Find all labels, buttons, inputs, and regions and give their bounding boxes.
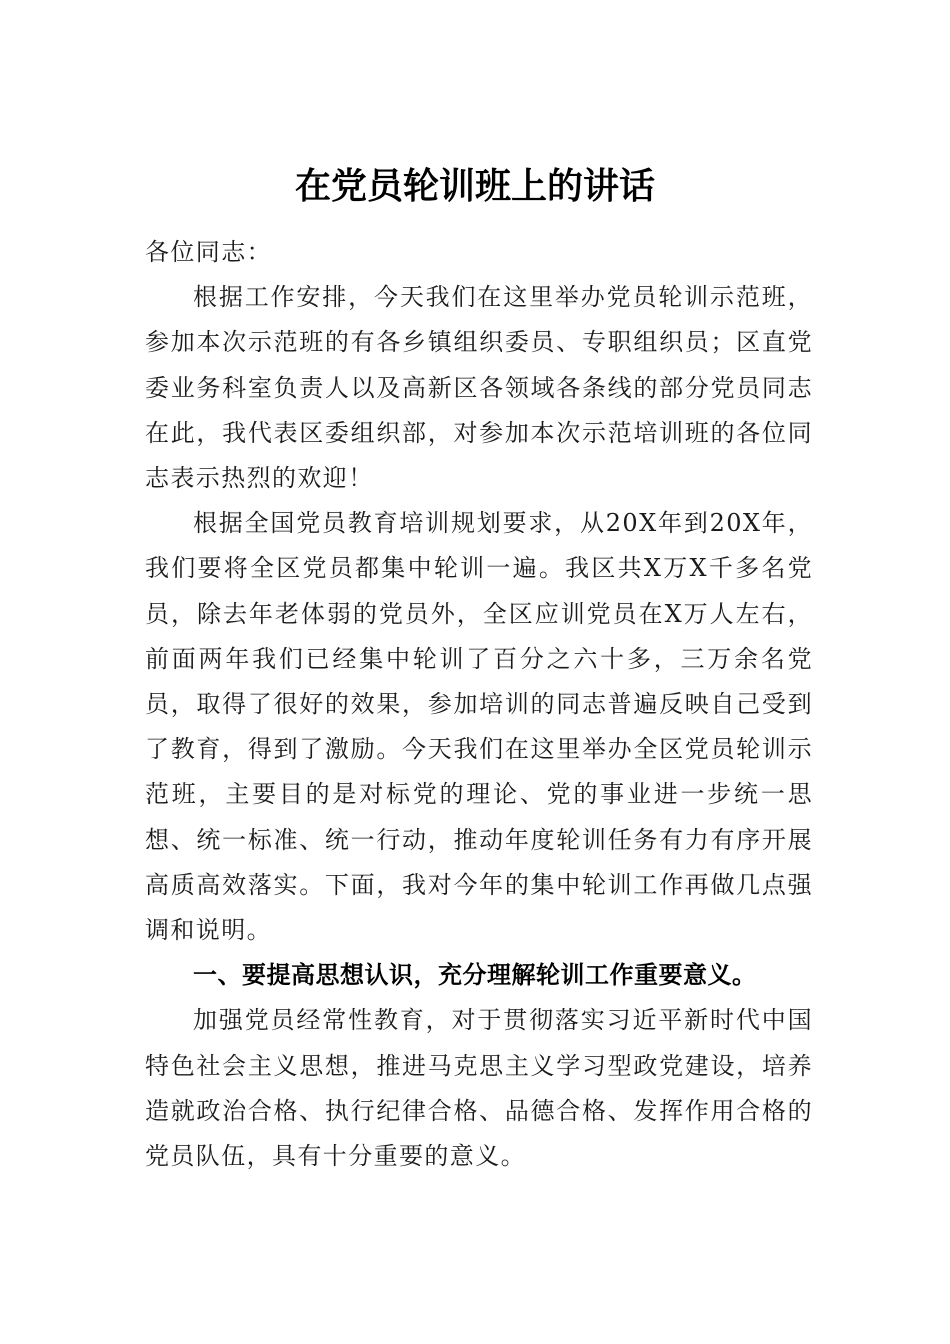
paragraph-section-1: 加强党员经常性教育，对于贯彻落实习近平新时代中国特色社会主义思想，推进马克思主义学习型政党建设，培养造就政治合格、执行纪律合格、品德合格、发挥作用合格的党员队伍，具有十分重要的意义。 xyxy=(145,1006,813,1171)
paragraph-training-plan: 根据全国党员教育培训规划要求，从20X年到20X年，我们要将全区党员都集中轮训一遍。我区共X万X千多名党员，除去年老体弱的党员外，全区应训党员在X万人左右，前面两年我们已经集中轮训了百分之六十多，三万余名党员，取得了很好的效果，参加培训的同志普遍反映自己受到了教育，得到了激励。今天我们在这里举办全区党员轮训示范班，主要目的是对标党的理论、党的事业进一步统一思想、统一标准、统一行动，推动年度轮训任务有力有序开展高质高效落实。下面，我对今年的集中轮训工作再做几点强调和说明。 xyxy=(145,509,813,945)
document-body xyxy=(145,230,813,1179)
section-heading-1: 一、要提高思想认识，充分理解轮训工作重要意义。 xyxy=(193,961,757,990)
document-title: 在党员轮训班上的讲话 xyxy=(294,165,655,207)
salutation: 各位同志： xyxy=(145,238,272,266)
paragraph-welcome: 根据工作安排，今天我们在这里举办党员轮训示范班，参加本次示范班的有各乡镇组织委员、专职组织员；区直党委业务科室负责人以及高新区各领域各条线的部分党员同志在此，我代表区委组织部，对参加本次示范培训班的各位同志表示热烈的欢迎！ xyxy=(145,283,813,493)
